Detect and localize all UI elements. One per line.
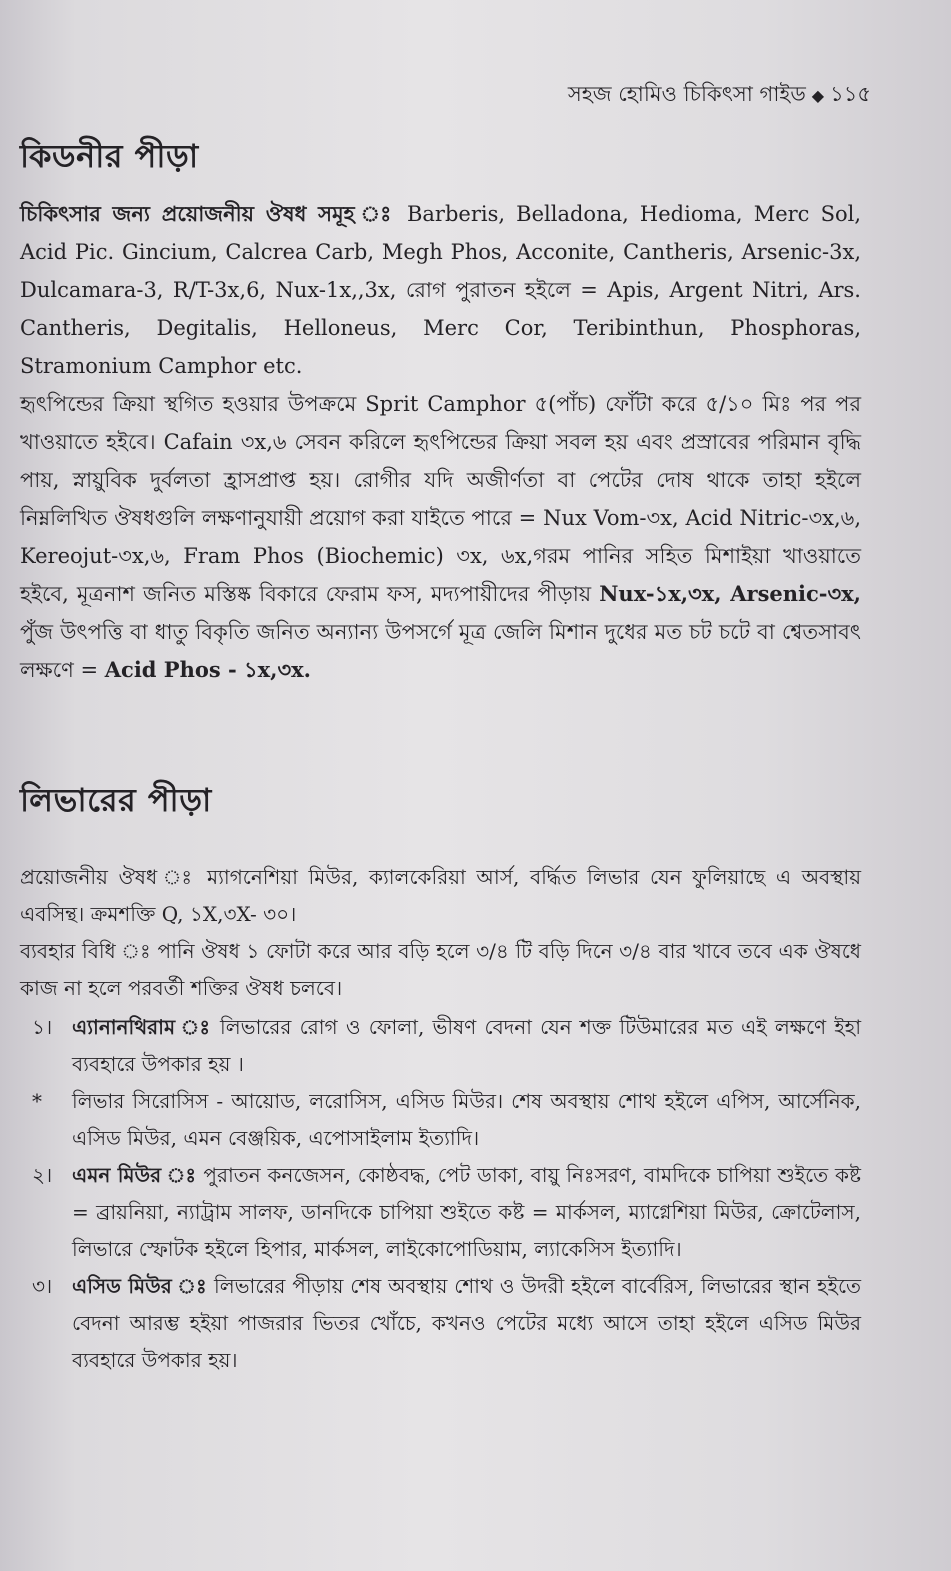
- kidney-treatment-paragraph: [20, 385, 861, 689]
- liver-usage-paragraph: ব্যবহার বিধি ঃ পানি ঔষধ ১ ফোটা করে আর বড়ি হলে ৩/৪ টি বড়ি দিনে ৩/৪ বার খাবে তবে এক ঔষধে কাজ না হলে পরবর্তী শক্তির ঔষধ চলবে।: [20, 939, 861, 1000]
- liver-medicines-paragraph: প্রয়োজনীয় ঔষধ ঃ ম্যাগনেশিয়া মিউর, ক্যালকেরিয়া আর্স, বর্দ্ধিত লিভার যেন ফুলিয়াছে এ অবস্থায় এবসিন্থ। ক্রমশক্তি Q, ১X,৩X- ৩০।: [20, 865, 861, 926]
- list-item-label: এ্যানানথিরাম ঃ: [72, 1015, 212, 1039]
- list-item-body: [72, 1083, 861, 1157]
- list-item: [20, 1009, 861, 1083]
- kidney-treatment-text-2: পুঁজ উৎপত্তি বা ধাতু বিকৃতি জনিত অন্যান্য উপসর্গে মূত্র জেলি মিশান দুধের মত চট চটে বা শ্বেতসাবৎ লক্ষণে =: [20, 620, 861, 682]
- running-header: [20, 78, 871, 113]
- list-item-body: [72, 1009, 861, 1083]
- list-item-body: [72, 1157, 861, 1268]
- list-item-label: এসিড মিউর ঃ: [72, 1274, 208, 1298]
- page-number: ১১৫: [830, 82, 871, 106]
- list-item-text: লিভারের পীড়ায় শেষ অবস্থায় শোথ ও উদরী হইলে বার্বেরিস, লিভারের স্থান হইতে বেদনা আরম্ভ হইয়া পাজরার ভিতর খোঁচে, কখনও পেটের মধ্যে আসে তাহা হইলে এসিড মিউর ব্যবহারে উপকার হয়।: [72, 1274, 861, 1372]
- list-item-text: পুরাতন কনজেসন, কোষ্ঠবদ্ধ, পেট ডাকা, বায়ু নিঃসরণ, বামদিকে চাপিয়া শুইতে কষ্ট = ব্রায়নিয়া, ন্যাট্রাম সালফ, ডানদিকে চাপিয়া শুইতে কষ্ট = মার্কসল, ম্যাগ্নেশিয়া মিউর, ক্রোটেলাস, লিভারে স্ফোটক হইলে হিপার, মার্কসল, লাইকোপোডিয়াম, ল্যাকেসিস ইত্যাদি।: [72, 1163, 861, 1261]
- list-item-text: লিভারের রোগ ও ফোলা, ভীষণ বেদনা যেন শক্ত টিউমারের মত এই লক্ষণে ইহা ব্যবহারে উপকার হয় ।: [72, 1015, 861, 1076]
- kidney-treatment-bold-2: Acid Phos - ১x,৩x.: [104, 657, 311, 682]
- section-heading-kidney: কিডনীর পীড়া: [20, 137, 199, 175]
- running-header-title: সহজ হোমিও চিকিৎসা গাইড: [567, 82, 806, 106]
- list-item-number: *: [32, 1089, 42, 1113]
- section-heading-liver: লিভারের পীড়া: [20, 781, 212, 819]
- kidney-treatment-text-1: হৃৎপিন্ডের ক্রিয়া স্থগিত হওয়ার উপক্রমে Sprit Camphor ৫(পাঁচ) ফোঁটা করে ৫/১০ মিঃ পর পর খাওয়াতে হইবে। Cafain ৩x,৬ সেবন করিলে হৃৎপিন্ডের ক্রিয়া সবল হয় এবং প্রস্রাবের পরিমান বৃদ্ধি পায়, স্নায়ুবিক দুর্বলতা হ্রাসপ্রাপ্ত হয়। রোগীর যদি অজীর্ণতা বা পেটের দোষ থাকে তাহা হইলে নিম্নলিখিত ঔষধগুলি লক্ষণানুযায়ী প্রয়োগ করা যাইতে পারে = Nux Vom-৩x, Acid Nitric-৩x,৬, Kereojut-৩x,৬, Fram Phos (Biochemic) ৩x, ৬x,গরম পানির সহিত মিশাইয়া খাওয়াতে হইবে, মূত্রনাশ জনিত মস্তিষ্ক বিকারে ফেরাম ফস, মদ্যপায়ীদের পীড়ায়: [20, 392, 861, 606]
- list-item: [20, 1268, 861, 1379]
- list-item-number: ৩।: [32, 1274, 53, 1298]
- diamond-icon: ◆: [811, 86, 825, 105]
- liver-remedy-list: [20, 1009, 861, 1379]
- list-item: [20, 1157, 861, 1268]
- kidney-medicines-label: চিকিৎসার জন্য প্রয়োজনীয় ঔষধ সমূহ ঃ: [20, 201, 396, 226]
- list-item: [20, 1083, 861, 1157]
- list-item-number: ২।: [32, 1163, 53, 1187]
- list-item-number: ১।: [32, 1015, 53, 1039]
- kidney-medicines-text: Barberis, Belladona, Hedioma, Merc Sol, Acid Pic. Gincium, Calcrea Carb, Megh Phos, Acconite, Cantheris, Arsenic-3x, Dulcamara-3, R/T-3x,6, Nux-1x,,3x, রোগ পুরাতন হইলে = Apis, Argent Nitri, Ars. Cantheris, Degitalis, Helloneus, Merc Cor, Teribinthun, Phosphoras, Stramonium Camphor etc.: [20, 202, 861, 378]
- kidney-medicines-paragraph: [20, 195, 861, 385]
- kidney-treatment-bold-1: Nux-১x,৩x, Arsenic-৩x,: [599, 581, 861, 606]
- list-item-label: এমন মিউর ঃ: [72, 1163, 197, 1187]
- list-item-body: [72, 1268, 861, 1379]
- liver-section: [20, 859, 861, 1379]
- list-item-text: লিভার সিরোসিস - আয়োড, লরোসিস, এসিড মিউর। শেষ অবস্থায় শোথ হইলে এপিস, আর্সেনিক, এসিড মিউর, এমন বেঞ্জয়িক, এপোসাইলাম ইত্যাদি।: [72, 1089, 861, 1150]
